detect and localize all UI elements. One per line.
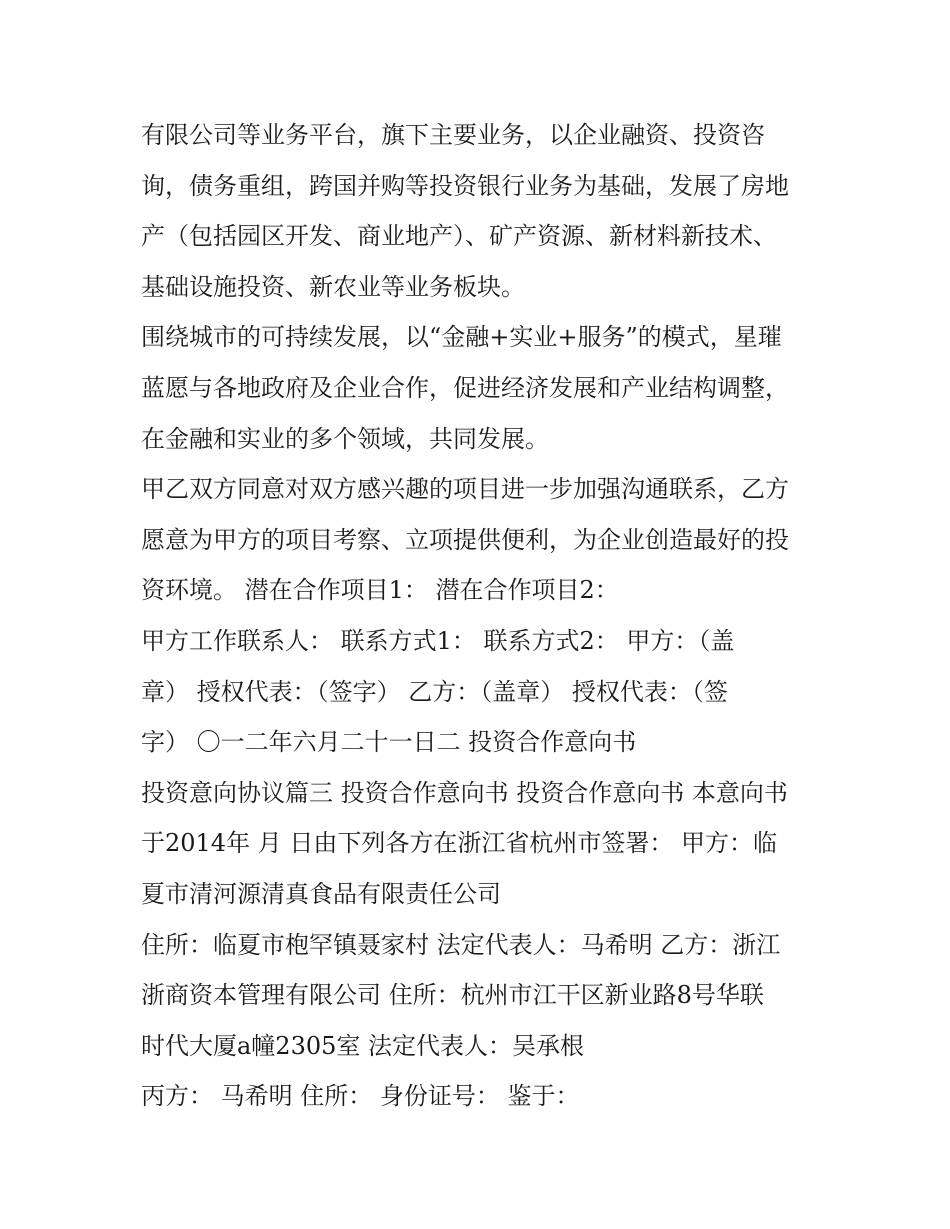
text-line: 资环境。 潜在合作项目1： 潜在合作项目2：	[141, 576, 619, 605]
text-line: 时代大厦a幢2305室 法定代表人：吴承根	[141, 1031, 585, 1060]
text-line: 询，债务重组，跨国并购等投资银行业务为基础，发展了房地	[141, 171, 789, 200]
text-line: 字） 〇一二年六月二十一日二 投资合作意向书	[141, 728, 637, 757]
text-line: 愿意为甲方的项目考察、立项提供便利，为企业创造最好的投	[141, 525, 789, 554]
text-line: 住所：临夏市枹罕镇聂家村 法定代表人：马希明 乙方：浙江	[141, 930, 781, 959]
text-line: 基础设施投资、新农业等业务板块。	[141, 272, 525, 301]
text-line: 产（包括园区开发、商业地产）、矿产资源、新材料新技术、	[141, 222, 777, 251]
text-line: 于2014年 月 日由下列各方在浙江省杭州市签署： 甲方：临	[141, 829, 777, 858]
text-line: 浙商资本管理有限公司 住所：杭州市江干区新业路8号华联	[141, 981, 764, 1010]
document-body	[141, 110, 821, 1122]
text-line: 投资意向协议篇三 投资合作意向书 投资合作意向书 本意向书	[141, 778, 788, 807]
text-line: 蓝愿与各地政府及企业合作，促进经济发展和产业结构调整，	[141, 373, 789, 402]
text-line: 甲乙双方同意对双方感兴趣的项目进一步加强沟通联系，乙方	[141, 475, 789, 504]
text-line: 甲方工作联系人： 联系方式1： 联系方式2： 甲方：（盖	[141, 626, 735, 655]
text-line: 丙方： 马希明 住所： 身份证号： 鉴于：	[141, 1082, 580, 1111]
text-line: 有限公司等业务平台，旗下主要业务，以企业融资、投资咨	[141, 121, 765, 149]
text-line: 章） 授权代表：（签字） 乙方：（盖章） 授权代表：（签	[141, 677, 728, 706]
text-line: 围绕城市的可持续发展，以“金融+实业+服务”的模式，星璀	[141, 323, 782, 352]
text-line: 夏市清河源清真食品有限责任公司	[141, 879, 501, 908]
text-line: 在金融和实业的多个领域，共同发展。	[141, 424, 549, 453]
